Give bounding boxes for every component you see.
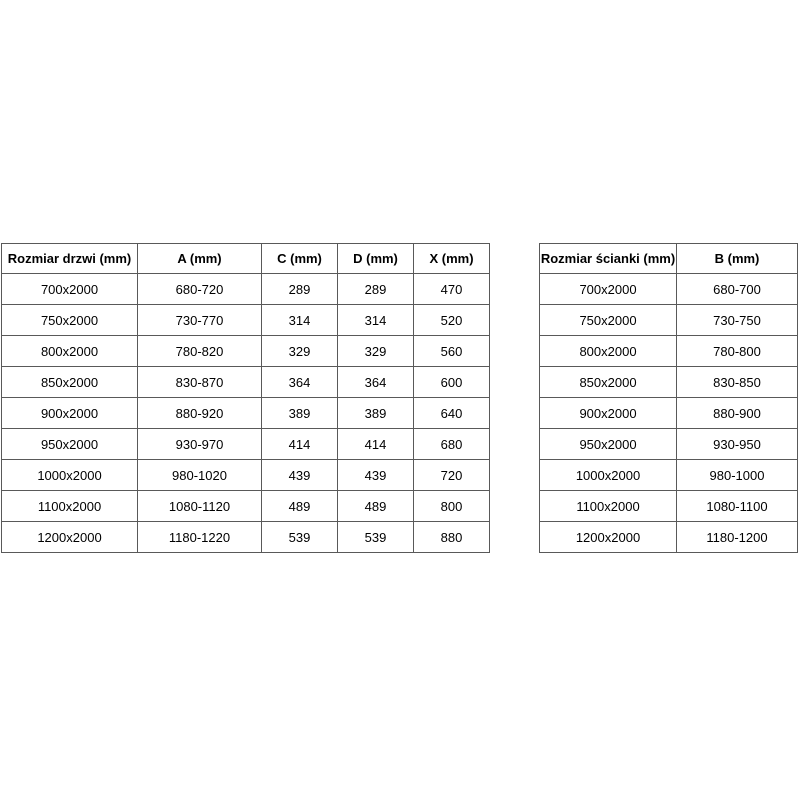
table-cell: 539 [262, 522, 338, 553]
table-cell: 329 [338, 336, 414, 367]
table-cell: 329 [262, 336, 338, 367]
column-header-d: D (mm) [338, 244, 414, 274]
table-row [2, 274, 490, 305]
wall-size-table-header [540, 244, 798, 274]
table-cell: 930-950 [677, 429, 798, 460]
table-cell: 439 [262, 460, 338, 491]
table-cell: 780-800 [677, 336, 798, 367]
table-cell: 980-1020 [138, 460, 262, 491]
column-header-b: B (mm) [677, 244, 798, 274]
table-cell: 560 [414, 336, 490, 367]
table-row [2, 367, 490, 398]
table-cell: 414 [338, 429, 414, 460]
table-row [540, 336, 798, 367]
table-cell: 539 [338, 522, 414, 553]
table-cell: 1200x2000 [540, 522, 677, 553]
table-cell: 289 [338, 274, 414, 305]
table-cell: 1180-1200 [677, 522, 798, 553]
table-row [2, 491, 490, 522]
door-size-table-body [2, 274, 490, 553]
table-row [2, 522, 490, 553]
table-cell: 730-770 [138, 305, 262, 336]
table-cell: 750x2000 [540, 305, 677, 336]
table-cell: 1100x2000 [540, 491, 677, 522]
table-row [540, 522, 798, 553]
table-cell: 314 [262, 305, 338, 336]
table-cell: 700x2000 [540, 274, 677, 305]
table-cell: 930-970 [138, 429, 262, 460]
table-cell: 850x2000 [540, 367, 677, 398]
table-cell: 900x2000 [540, 398, 677, 429]
table-cell: 489 [262, 491, 338, 522]
table-cell: 680-720 [138, 274, 262, 305]
table-row [2, 305, 490, 336]
table-cell: 364 [262, 367, 338, 398]
table-row [540, 429, 798, 460]
table-cell: 880-920 [138, 398, 262, 429]
table-cell: 750x2000 [2, 305, 138, 336]
table-cell: 520 [414, 305, 490, 336]
wall-size-table-body [540, 274, 798, 553]
table-row [540, 274, 798, 305]
table-cell: 950x2000 [540, 429, 677, 460]
column-header-x: X (mm) [414, 244, 490, 274]
wall-size-table [539, 243, 798, 553]
table-cell: 880 [414, 522, 490, 553]
header-row [540, 244, 798, 274]
table-cell: 364 [338, 367, 414, 398]
table-row [2, 429, 490, 460]
table-row [540, 491, 798, 522]
table-cell: 880-900 [677, 398, 798, 429]
table-cell: 680-700 [677, 274, 798, 305]
header-row [2, 244, 490, 274]
door-size-table [1, 243, 490, 553]
table-cell: 389 [262, 398, 338, 429]
table-row [540, 367, 798, 398]
table-cell: 850x2000 [2, 367, 138, 398]
table-cell: 470 [414, 274, 490, 305]
table-row [540, 305, 798, 336]
table-cell: 900x2000 [2, 398, 138, 429]
column-header-c: C (mm) [262, 244, 338, 274]
table-cell: 680 [414, 429, 490, 460]
table-cell: 700x2000 [2, 274, 138, 305]
table-cell: 1080-1100 [677, 491, 798, 522]
table-row [2, 460, 490, 491]
table-cell: 800 [414, 491, 490, 522]
table-row [2, 398, 490, 429]
table-cell: 1080-1120 [138, 491, 262, 522]
table-cell: 289 [262, 274, 338, 305]
table-row [540, 460, 798, 491]
table-cell: 730-750 [677, 305, 798, 336]
table-cell: 414 [262, 429, 338, 460]
table-cell: 1200x2000 [2, 522, 138, 553]
table-cell: 314 [338, 305, 414, 336]
column-header-a: A (mm) [138, 244, 262, 274]
table-cell: 1100x2000 [2, 491, 138, 522]
table-cell: 1180-1220 [138, 522, 262, 553]
table-cell: 1000x2000 [2, 460, 138, 491]
table-cell: 830-850 [677, 367, 798, 398]
table-cell: 980-1000 [677, 460, 798, 491]
column-header-rozmiar-drzwi: Rozmiar drzwi (mm) [2, 244, 138, 274]
table-cell: 950x2000 [2, 429, 138, 460]
table-row [2, 336, 490, 367]
table-cell: 439 [338, 460, 414, 491]
column-header-rozmiar-scianki: Rozmiar ścianki (mm) [540, 244, 677, 274]
table-cell: 600 [414, 367, 490, 398]
table-cell: 720 [414, 460, 490, 491]
table-cell: 800x2000 [2, 336, 138, 367]
table-cell: 640 [414, 398, 490, 429]
table-cell: 489 [338, 491, 414, 522]
table-cell: 1000x2000 [540, 460, 677, 491]
table-cell: 830-870 [138, 367, 262, 398]
table-row [540, 398, 798, 429]
table-cell: 389 [338, 398, 414, 429]
table-cell: 800x2000 [540, 336, 677, 367]
door-size-table-header [2, 244, 490, 274]
table-cell: 780-820 [138, 336, 262, 367]
